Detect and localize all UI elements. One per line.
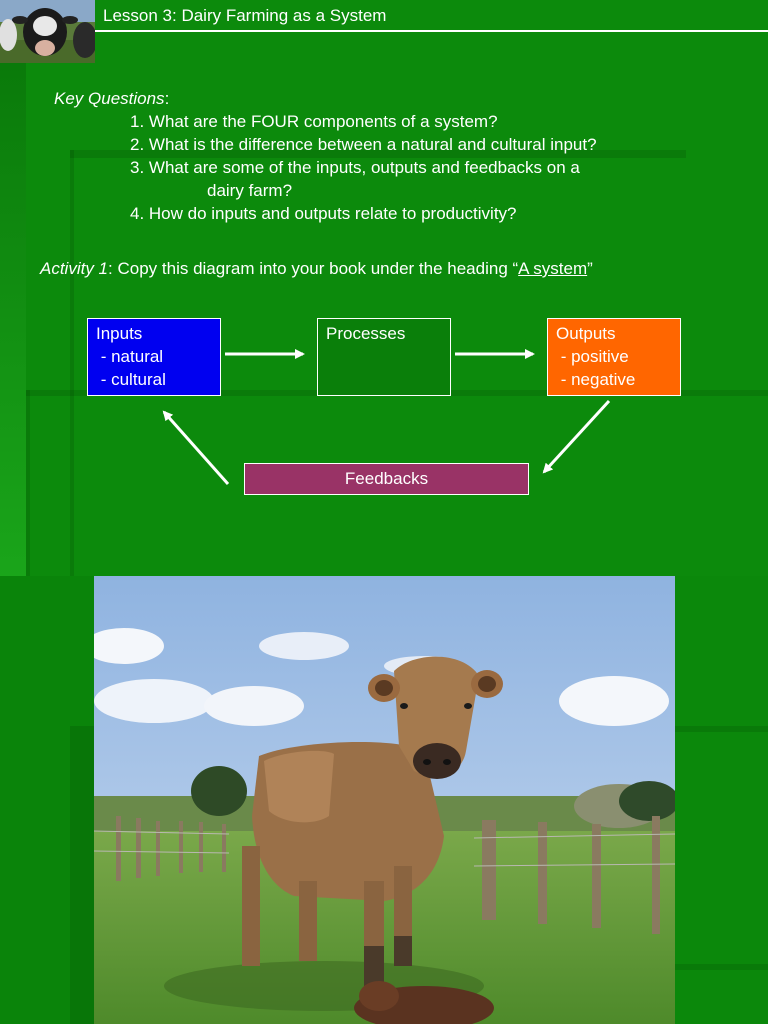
key-questions-label: Key Questions [54,89,165,108]
activity-text: : Copy this diagram into your book under the heading “ [108,259,519,278]
question-4: 4. How do inputs and outputs relate to productivity? [130,204,517,223]
question-3-continued: dairy farm? [207,181,293,200]
question-2: 2. What is the difference between a natural and cultural input? [130,135,597,154]
template-band [675,964,768,970]
inputs-cultural: - cultural [96,370,166,389]
inputs-title: Inputs [96,324,143,343]
key-questions-colon: : [164,89,170,108]
inputs-natural: - natural [96,347,164,366]
outputs-positive: - positive [556,347,629,366]
outputs-negative: - negative [556,370,636,389]
processes-title: Processes [326,324,406,343]
page-title: Lesson 3: Dairy Farming as a System [103,6,387,25]
activity-label: Activity 1 [40,259,109,278]
feedbacks-title: Feedbacks [344,469,429,488]
arrow-feedbacks-to-inputs [164,412,228,484]
template-band [675,726,768,732]
arrow-outputs-to-feedbacks [544,401,609,472]
activity-close-quote: ” [587,259,593,278]
activity-heading: A system [518,259,588,278]
question-3: 3. What are some of the inputs, outputs and feedbacks on a [130,158,580,177]
jersey-cow-in-field-photo [94,576,675,1024]
template-band [70,726,94,1024]
question-1: 1. What are the FOUR components of a system? [130,112,498,131]
outputs-title: Outputs [556,324,616,343]
slide-cow-photo [0,576,768,1024]
